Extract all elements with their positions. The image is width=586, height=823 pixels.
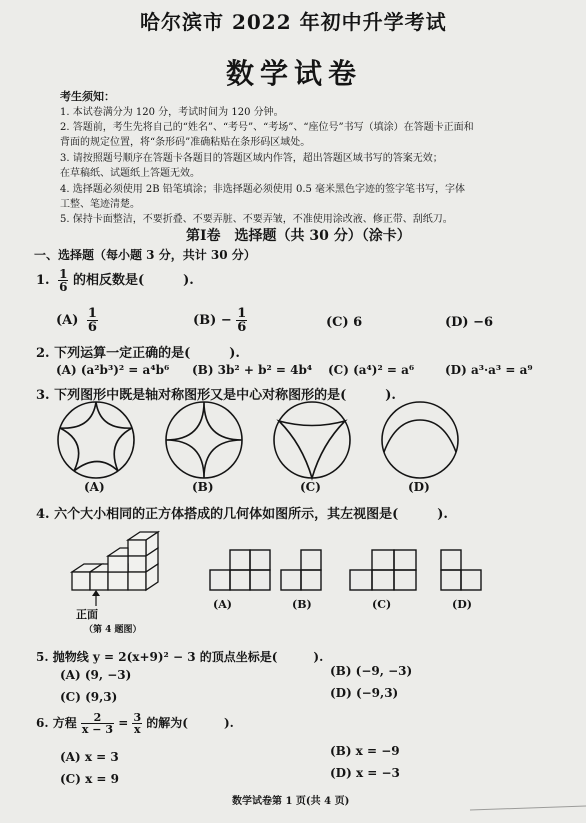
q6-option-d: (D) x = −3: [330, 766, 400, 780]
instruction-item: 工整、笔迹清楚。: [60, 199, 140, 210]
q1-option-d: (D) −6: [445, 315, 494, 330]
instruction-item: 在草稿纸、试题纸上答题无效。: [60, 168, 200, 179]
instruction-item: 2. 答题前，考生先将自己的“姓名”、“考号”、“考场”、“座位号”书写（填涂）在答题卡正面和: [60, 122, 474, 133]
part-heading: 一、选择题（每小题 3 分，共计 30 分）: [34, 248, 256, 262]
fraction: $\frac{2}{x - 3}$: [81, 711, 113, 736]
q4-label-a: (A): [213, 598, 232, 611]
edge-line: [470, 806, 586, 810]
q6-option-c: (C) x = 9: [60, 772, 119, 786]
instructions-heading: 考生须知：: [60, 90, 115, 103]
instruction-item: 5. 保持卡面整洁，不要折叠、不要弄脏、不要弄皱，不准使用涂改液、修正带、刮纸刀。: [60, 214, 453, 225]
question-1-stem: 1. $\frac{1}{6}$ 的相反数是( ).: [36, 267, 194, 294]
fraction: $\frac{1}{6}$: [87, 306, 97, 335]
subject-title: 数学试卷: [226, 57, 363, 90]
q4-label-d: (D): [452, 598, 472, 611]
q3-figure-d: [382, 402, 458, 478]
instruction-item: 4. 选择题必须使用 2B 铅笔填涂；非选择题必须使用 0.5 毫米黑色字迹的签字笔书写，字体: [60, 184, 466, 195]
exam-title: 哈尔滨市 2022 年初中升学考试: [140, 10, 447, 34]
question-number: 1.: [36, 273, 50, 288]
q4-option-a-figure: [210, 550, 270, 590]
q4-option-b-figure: [281, 550, 321, 590]
question-6-stem: 6. 方程 $\frac{2}{x - 3}$ = $\frac{3}{x}$ 的解为( ).: [36, 711, 234, 736]
q5-option-a: (A) (9, −3): [60, 668, 132, 682]
fraction: $\frac{1}{6}$: [237, 306, 247, 335]
q5-option-c: (C) (9,3): [60, 690, 118, 704]
q4-label-c: (C): [372, 598, 392, 611]
question-2-stem: 2. 下列运算一定正确的是( ).: [36, 346, 240, 361]
q4-front-label: 正面: [76, 608, 98, 621]
q3-label-a: (A): [84, 480, 105, 494]
question-5-stem: 5. 抛物线 y = 2(x+9)² − 3 的顶点坐标是( ).: [36, 650, 324, 664]
q5-option-d: (D) (−9,3): [330, 686, 399, 700]
q1-option-c: (C) 6: [326, 315, 363, 330]
q4-figure-caption: （第 4 题图）: [84, 625, 142, 635]
q1-option-b: (B) − $\frac{1}{6}$: [193, 306, 247, 335]
q5-option-b: (B) (−9, −3): [330, 664, 413, 678]
q6-option-a: (A) x = 3: [60, 750, 119, 764]
fraction: $\frac{3}{x}$: [133, 711, 142, 736]
fraction: $\frac{1}{6}$: [59, 267, 68, 294]
q2-option-d: (D) a³·a³ = a⁹: [445, 363, 533, 377]
q6-option-b: (B) x = −9: [330, 744, 400, 758]
q4-solid-figure: [72, 532, 158, 590]
q4-label-b: (B): [292, 598, 312, 611]
question-4-stem: 4. 六个大小相同的正方体搭成的几何体如图所示，其左视图是( ).: [36, 507, 448, 522]
section-title: 第Ⅰ卷 选择题（共 30 分）（涂卡）: [186, 228, 411, 244]
q4-option-c-figure: [350, 550, 416, 590]
page-footer: 数学试卷第 1 页(共 4 页): [232, 796, 350, 807]
q1-option-a: (A) $\frac{1}{6}$: [56, 306, 97, 335]
front-arrow-head: [92, 590, 100, 596]
q3-label-b: (B): [192, 480, 214, 494]
q2-option-b: (B) 3b² + b² = 4b⁴: [192, 363, 313, 377]
instruction-item: 3. 请按照题号顺序在答题卡各题目的答题区域内作答，超出答题区域书写的答案无效；: [60, 153, 443, 164]
q4-option-d-figure: [441, 550, 481, 590]
q3-label-c: (C): [300, 480, 321, 494]
instruction-item: 1. 本试卷满分为 120 分，考试时间为 120 分钟。: [60, 107, 284, 118]
q3-label-d: (D): [408, 480, 430, 494]
q3-figure-c: [274, 402, 350, 478]
q3-figure-a: [58, 402, 134, 478]
instruction-item: 背面的规定位置，将“条形码”准确粘贴在条形码区域处。: [60, 137, 311, 148]
q3-figure-b: [166, 402, 242, 478]
q2-option-c: (C) (a⁴)² = a⁶: [328, 363, 415, 377]
question-3-stem: 3. 下列图形中既是轴对称图形又是中心对称图形的是( ).: [36, 388, 396, 403]
q2-option-a: (A) (a²b³)² = a⁴b⁶: [56, 363, 170, 377]
